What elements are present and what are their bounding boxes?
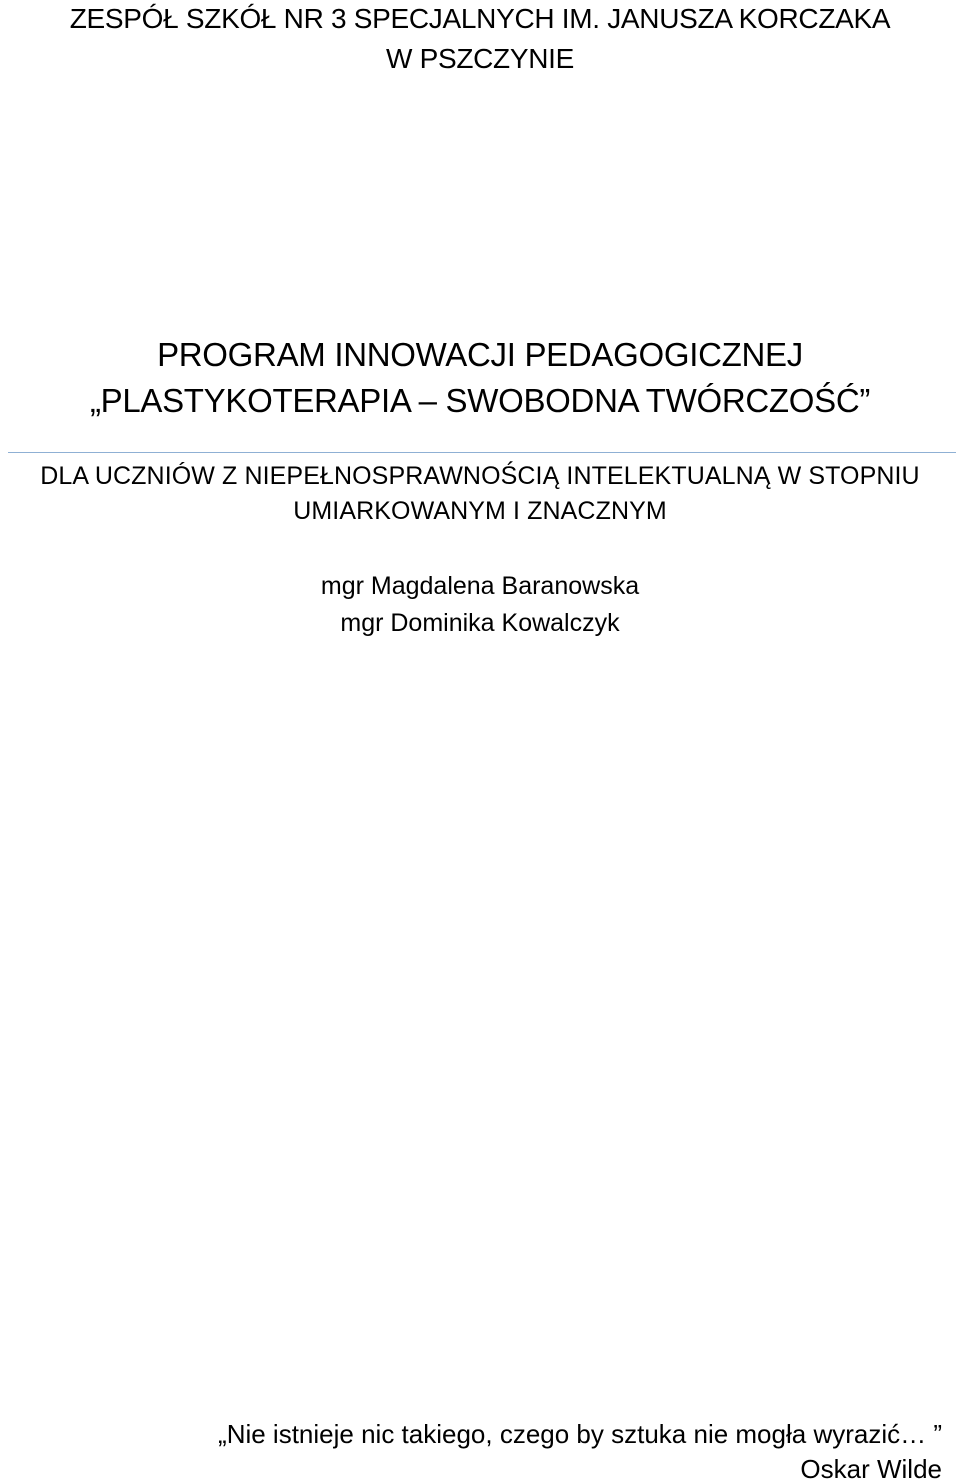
subtitle-line-2: UMIARKOWANYM I ZNACZNYM (293, 497, 667, 525)
title-divider (8, 452, 956, 453)
school-name-line-2: W PSZCZYNIE (385, 43, 575, 74)
author-1: mgr Magdalena Baranowska (320, 572, 640, 600)
school-name-line-1: ZESPÓŁ SZKÓŁ NR 3 SPECJALNYCH IM. JANUSZA KORCZAKA (69, 3, 891, 34)
subtitle-line-1: DLA UCZNIÓW Z NIEPEŁNOSPRAWNOŚCIĄ INTELEKTUALNĄ W STOPNIU (40, 462, 920, 490)
program-title: PROGRAM INNOWACJI PEDAGOGICZNEJ (157, 336, 803, 373)
motto-author: Oskar Wilde (800, 1454, 942, 1484)
motto-quote: „Nie istnieje nic takiego, czego by sztuka nie mogła wyrazić… ” (218, 1419, 942, 1449)
author-2: mgr Dominika Kowalczyk (340, 609, 620, 637)
program-name: „PLASTYKOTERAPIA – SWOBODNA TWÓRCZOŚĆ” (89, 382, 871, 419)
